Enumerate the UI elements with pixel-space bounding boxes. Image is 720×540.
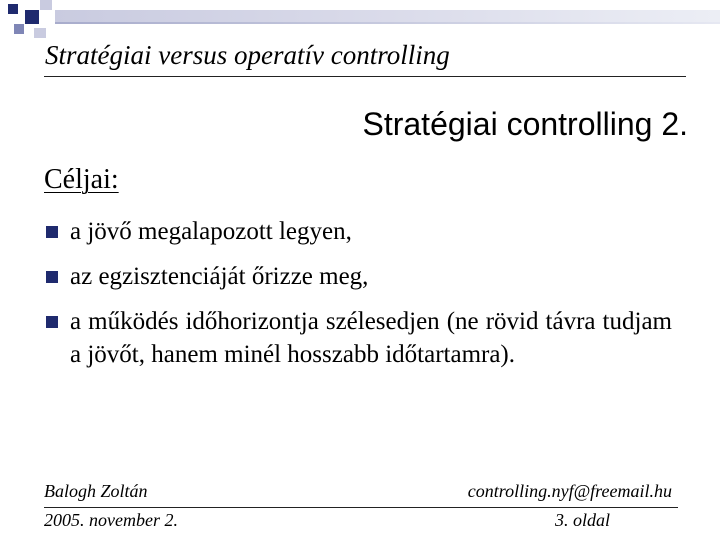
- list-item: [44, 305, 672, 371]
- header-stripe-decoration: [55, 10, 720, 22]
- goals-list: [44, 215, 672, 383]
- footer-author: Balogh Zoltán: [44, 481, 148, 501]
- title-divider: [44, 76, 686, 77]
- corner-square-decoration: [25, 10, 39, 24]
- goals-heading: Céljai:: [44, 164, 119, 195]
- header-stripe-decoration: [55, 22, 720, 24]
- list-item-text: a működés időhorizontja szélesedjen (ne rövid távra tudjam a jövőt, hanem minél hosszabb időtartamra).: [70, 308, 672, 368]
- corner-square-decoration: [34, 28, 46, 38]
- list-item-text: a jövő megalapozott legyen,: [70, 218, 352, 245]
- list-item: [44, 215, 672, 248]
- footer-date: 2005. november 2.: [44, 510, 178, 530]
- square-bullet-icon: [46, 316, 58, 328]
- corner-square-decoration: [14, 24, 24, 34]
- footer-page-number: 3. oldal: [554, 510, 610, 530]
- corner-square-decoration: [8, 4, 18, 14]
- slide-subtitle: Stratégiai controlling 2.: [362, 106, 688, 142]
- list-item-text: az egzisztenciáját őrizze meg,: [70, 263, 369, 290]
- square-bullet-icon: [46, 226, 58, 238]
- square-bullet-icon: [46, 271, 58, 283]
- footer-email: controlling.nyf@freemail.hu: [467, 481, 672, 501]
- list-item: [44, 260, 672, 293]
- corner-square-decoration: [40, 0, 52, 10]
- footer-divider: [44, 507, 678, 508]
- slide-title: Stratégiai versus operatív controlling: [45, 40, 450, 70]
